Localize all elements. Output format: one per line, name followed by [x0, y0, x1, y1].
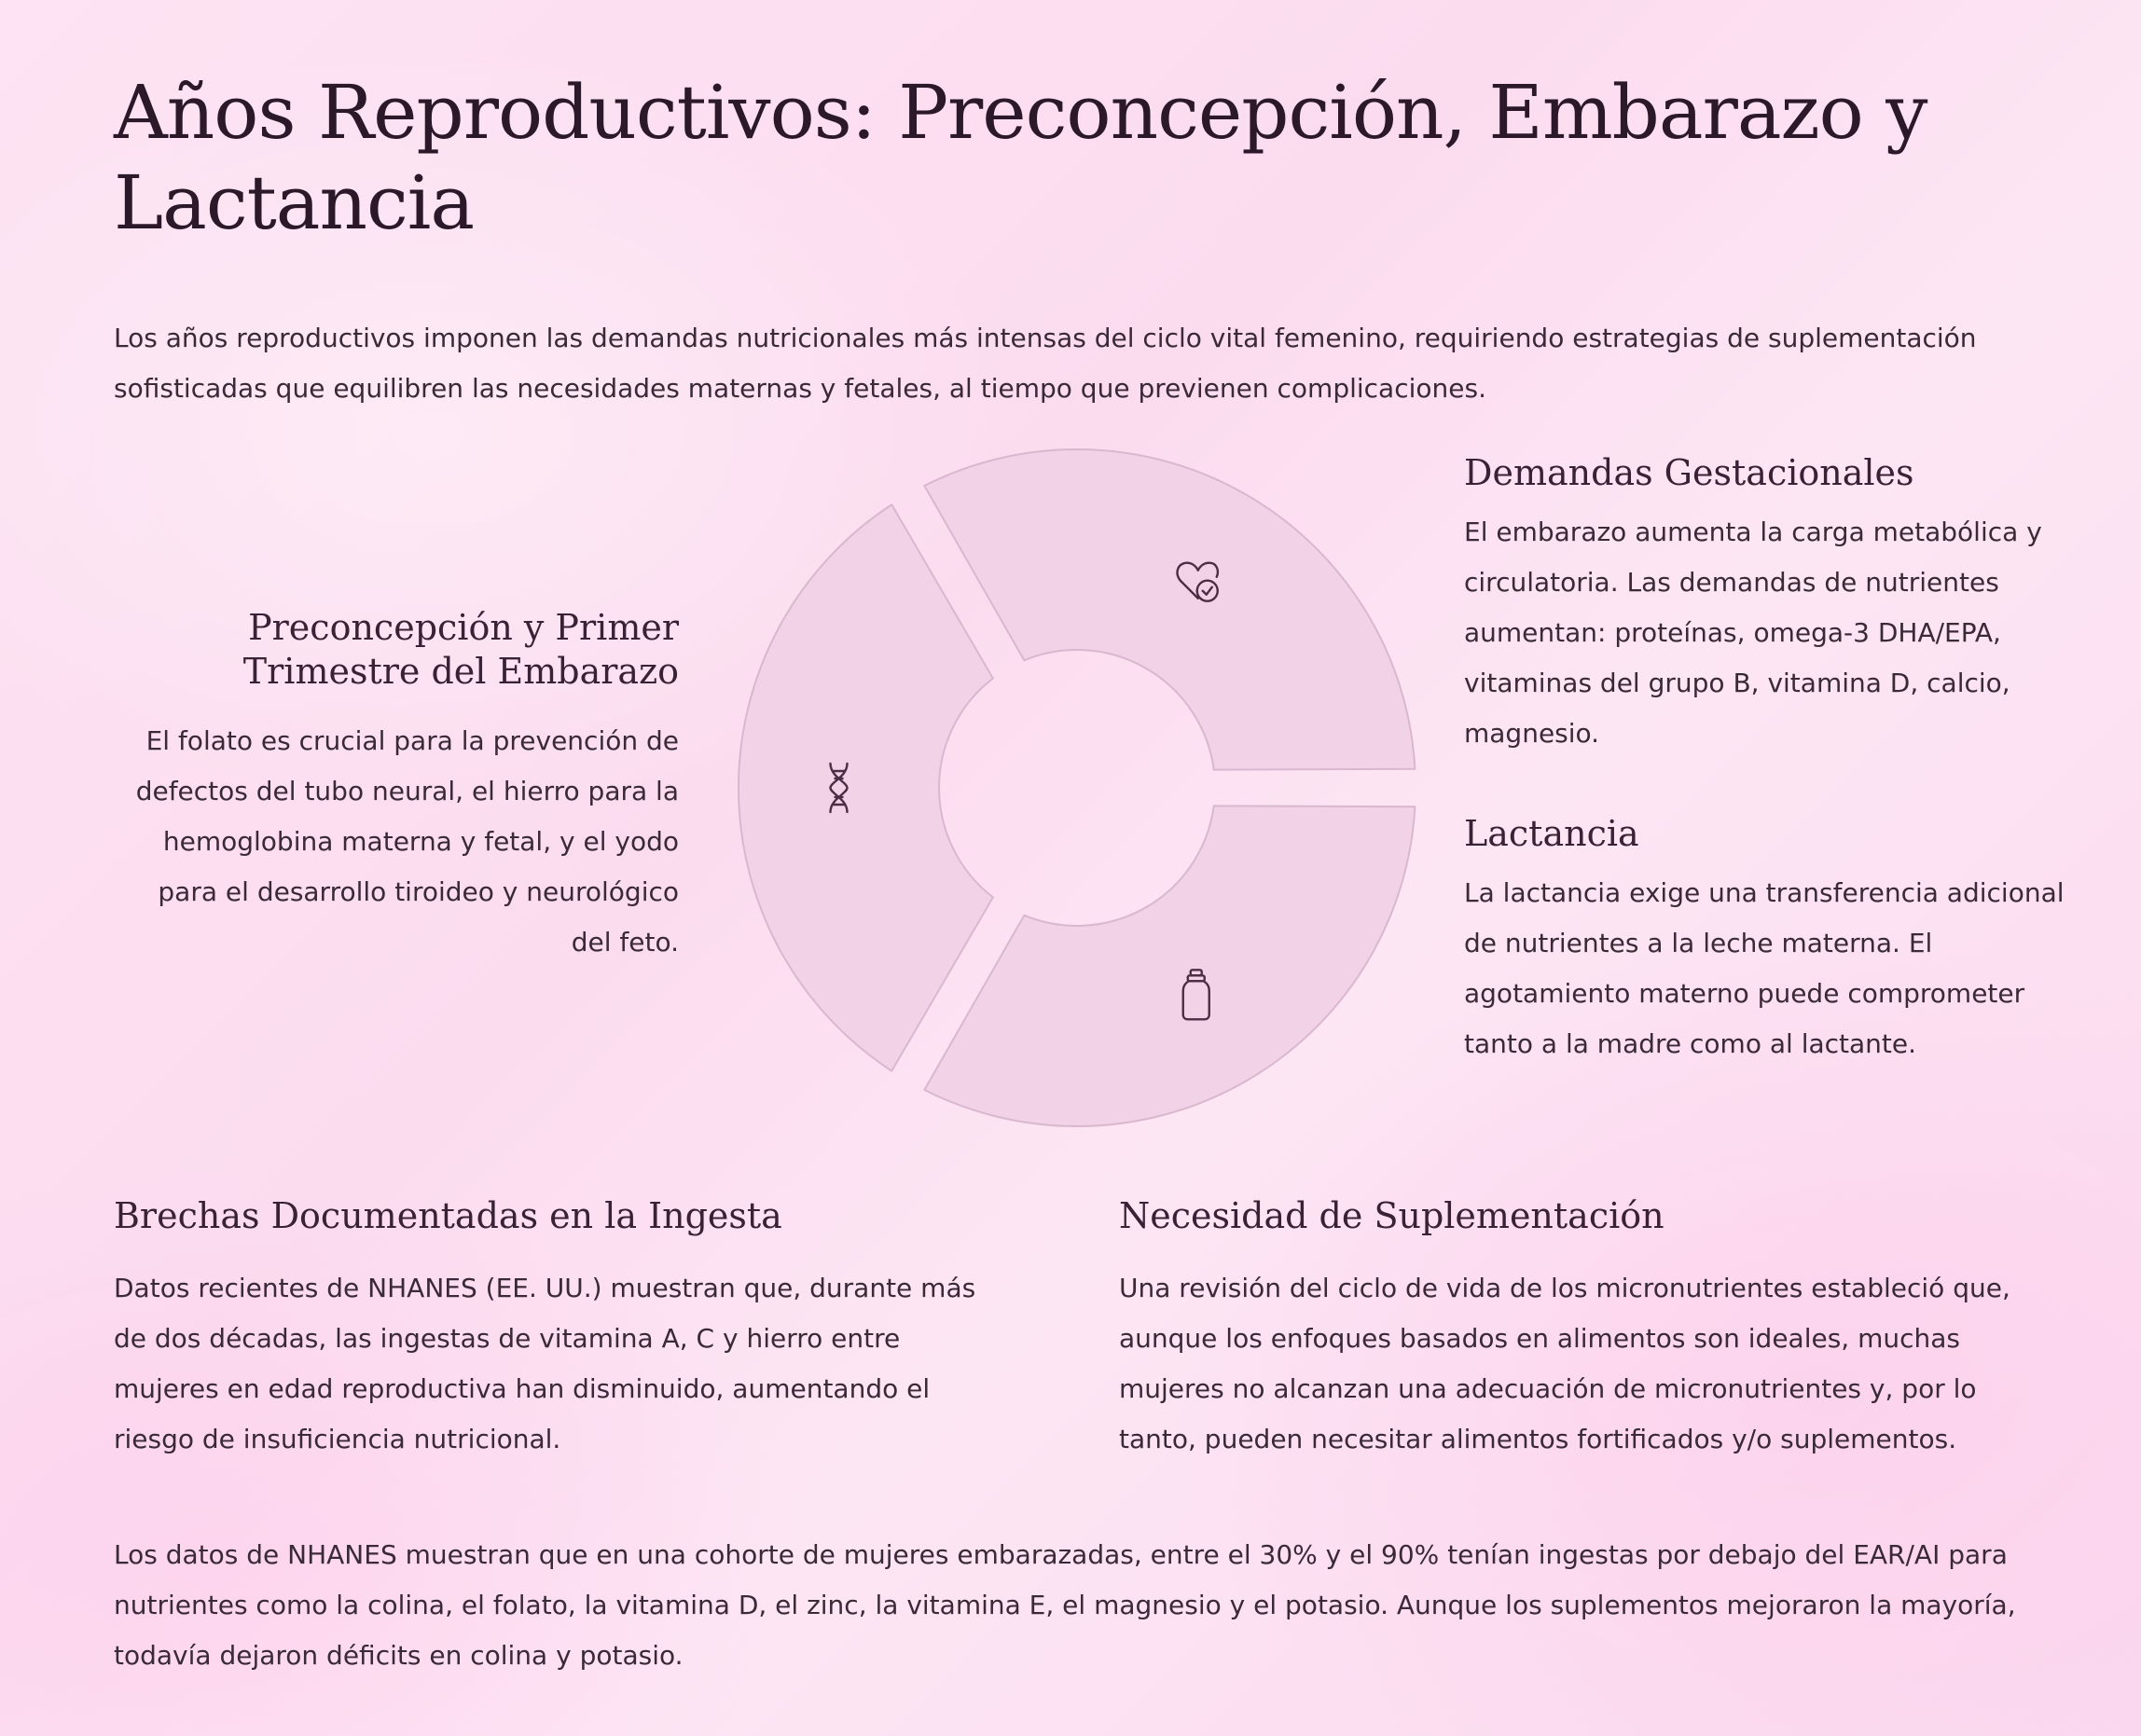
gestational-heading: Demandas Gestacionales [1464, 452, 1914, 493]
lactation-text: La lactancia exige una transferencia adicional de nutrientes a la leche materna. El agotamiento materno puede comprometer tanto a la madre como al lactante. [1464, 877, 2065, 1059]
lactation-heading: Lactancia [1464, 813, 1639, 854]
supplementation-text: Una revisión del ciclo de vida de los micronutrientes estableció que, aunque los enfoques basados en alimentos son ideales, muchas mujeres no alcanzan una adecuación de micronutrientes y, por lo tanto, pueden necesitar alimentos fortificados y/o suplementos. [1119, 1273, 2010, 1454]
supplementation-heading: Necesidad de Suplementación [1119, 1195, 1664, 1236]
intake-gaps-heading: Brechas Documentadas en la Ingesta [114, 1195, 782, 1236]
preconception-section [114, 606, 679, 968]
wheel-segment-preconception [739, 504, 993, 1070]
gestational-section [1464, 448, 2079, 759]
preconception-text: El folato es crucial para la prevención de defectos del tubo neural, el hierro para la hemoglobina materna y fetal, y el yodo para el desarrollo tiroideo y neurológico del feto. [135, 725, 679, 958]
page-title: Años Reproductivos: Preconcepción, Embarazo y Lactancia [114, 69, 1927, 246]
preconception-heading: Preconcepción y Primer Trimestre del Embarazo [242, 607, 679, 692]
wheel-segment-lactation [924, 806, 1415, 1126]
supplementation-section [1119, 1187, 2033, 1465]
gestational-text: El embarazo aumenta la carga metabólica y circulatoria. Las demandas de nutrientes aumentan: proteínas, omega-3 DHA/EPA, vitaminas del grupo B, vitamina D, calcio, magnesio. [1464, 517, 2042, 749]
intro-paragraph: Los años reproductivos imponen las demandas nutricionales más intensas del ciclo vital femenino, requiriendo estrategias de suplementación sofisticadas que equilibren las necesidades maternas y fetales, al tiempo que previenen complicaciones. [114, 323, 1977, 404]
intake-gaps-section [114, 1187, 1009, 1465]
stage-wheel [727, 438, 1436, 1147]
wheel-segment-gestational [924, 449, 1415, 770]
intake-gaps-text: Datos recientes de NHANES (EE. UU.) muestran que, durante más de dos décadas, las ingestas de vitamina A, C y hierro entre mujeres en edad reproductiva han disminuido, aumentando el riesgo de insuficiencia nutricional. [114, 1273, 976, 1454]
footer-note: Los datos de NHANES muestran que en una cohorte de mujeres embarazadas, entre el 30% y el 90% tenían ingestas por debajo del EAR/AI para nutrientes como la colina, el folato, la vitamina D, el zinc, la vitamina E, el magnesio y el potasio. Aunque los suplementos mejoraron la mayoría, todavía dejaron déficits en colina y potasio. [114, 1539, 2016, 1671]
lactation-section [1464, 808, 2079, 1069]
